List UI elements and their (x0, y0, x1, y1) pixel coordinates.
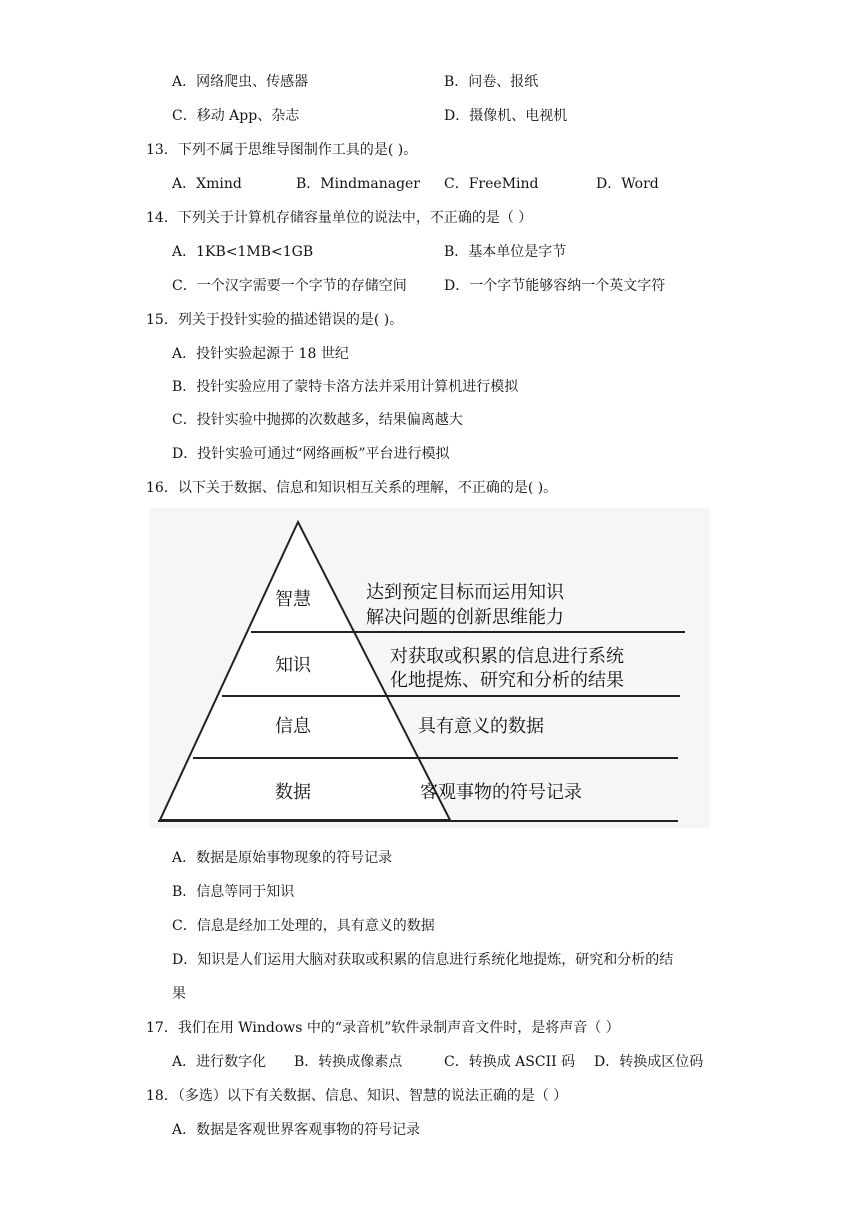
q15-option-a: A．投针实验起源于 18 世纪 (172, 346, 349, 362)
q16-option-a: A．数据是原始事物现象的符号记录 (172, 850, 393, 866)
q15-stem: 15．列关于投针实验的描述错误的是( )。 (146, 312, 404, 328)
wisdom-desc-line1: 达到预定目标而运用知识 (366, 582, 564, 603)
dikw-pyramid-svg (150, 508, 710, 828)
dikw-pyramid-figure (150, 508, 710, 828)
q17-stem: 17．我们在用 Windows 中的“录音机”软件录制声音文件时，是将声音（ ） (146, 1020, 620, 1036)
q14-option-a: A．1KB<1MB<1GB (172, 244, 314, 260)
q13-stem: 13．下列不属于思维导图制作工具的是( )。 (146, 142, 418, 158)
q12-option-d: D．摄像机、电视机 (444, 108, 568, 124)
q14-option-b: B．基本单位是字节 (444, 244, 567, 260)
q16-option-d-line1: D．知识是人们运用大脑对获取或积累的信息进行系统化地提炼，研究和分析的结 (172, 952, 674, 968)
q17-option-a: A．进行数字化 (172, 1054, 267, 1070)
data-label: 数据 (275, 782, 311, 803)
wisdom-desc-line2: 解决问题的创新思维能力 (366, 607, 564, 628)
q18-option-a: A．数据是客观世界客观事物的符号记录 (172, 1122, 421, 1138)
q17-option-b: B．转换成像素点 (294, 1054, 403, 1070)
q15-option-b: B．投针实验应用了蒙特卡洛方法并采用计算机进行模拟 (172, 379, 519, 395)
q12-option-c: C．移动 App、杂志 (172, 108, 300, 124)
q17-option-d: D．转换成区位码 (594, 1054, 704, 1070)
q14-option-c: C．一个汉字需要一个字节的存储空间 (172, 278, 407, 294)
q12-option-b: B．问卷、报纸 (444, 74, 539, 90)
q13-option-d: D．Word (596, 176, 659, 192)
q14-option-d: D．一个字节能够容纳一个英文字符 (444, 278, 666, 294)
data-desc: 客观事物的符号记录 (420, 782, 582, 803)
q15-option-d: D．投针实验可通过“网络画板”平台进行模拟 (172, 446, 450, 462)
knowledge-desc-line2: 化地提炼、研究和分析的结果 (390, 670, 624, 691)
q14-stem: 14．下列关于计算机存储容量单位的说法中，不正确的是（ ） (146, 210, 533, 226)
q16-stem: 16．以下关于数据、信息和知识相互关系的理解，不正确的是( )。 (146, 480, 558, 496)
q13-option-c: C．FreeMind (444, 176, 539, 192)
q16-option-d-line2: 果 (172, 986, 186, 1002)
wisdom-label: 智慧 (275, 589, 311, 610)
q13-option-a: A．Xmind (172, 176, 242, 192)
knowledge-desc-line1: 对获取或积累的信息进行系统 (390, 646, 624, 667)
q12-option-a: A．网络爬虫、传感器 (172, 74, 309, 90)
q15-option-c: C．投针实验中抛掷的次数越多，结果偏离越大 (172, 412, 463, 428)
q18-stem: 18．（多选）以下有关数据、信息、知识、智慧的说法正确的是（ ） (146, 1088, 568, 1104)
q16-option-c: C．信息是经加工处理的，具有意义的数据 (172, 918, 435, 934)
knowledge-label: 知识 (275, 655, 311, 676)
q13-option-b: B．Mindmanager (296, 176, 421, 192)
information-label: 信息 (275, 716, 311, 737)
information-desc: 具有意义的数据 (418, 716, 544, 737)
q16-option-b: B．信息等同于知识 (172, 884, 295, 900)
q17-option-c: C．转换成 ASCII 码 (444, 1054, 576, 1070)
